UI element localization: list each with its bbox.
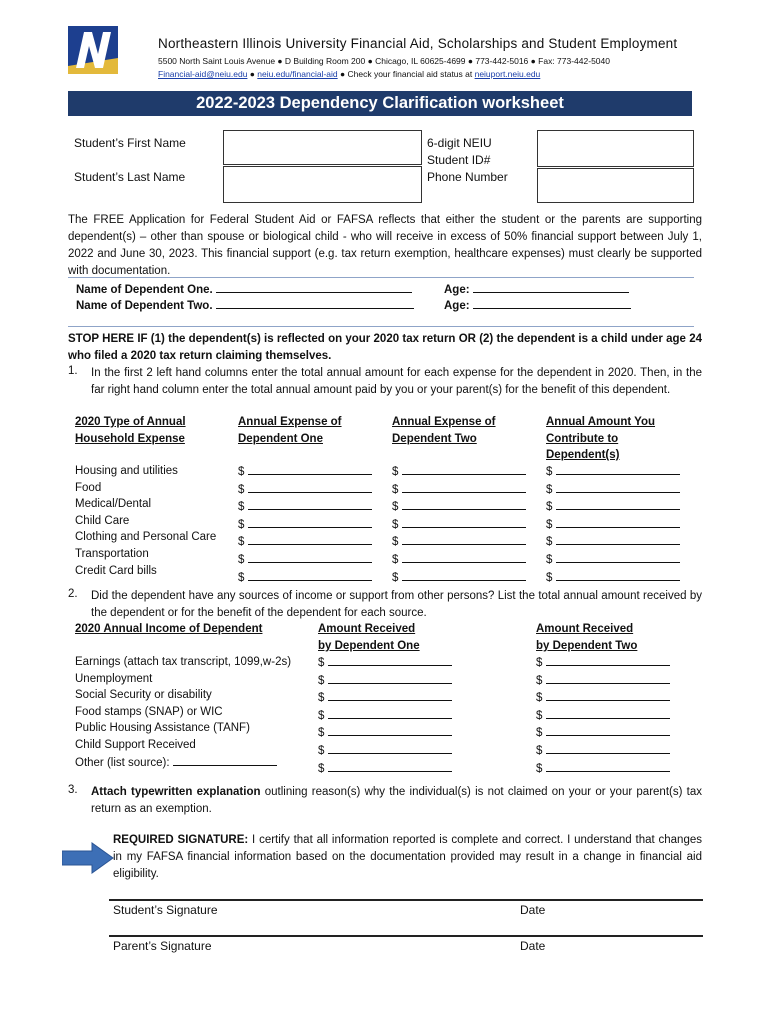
age-label: Age: xyxy=(444,284,470,296)
section-2-text: Did the dependent have any sources of income or support from other persons? List the total annual amount received by the dependent or for the benefit of the dependent for each source. xyxy=(91,590,702,619)
phone-field[interactable] xyxy=(537,168,694,203)
amount-field[interactable] xyxy=(248,551,372,563)
neiu-id-label-2: Student ID# xyxy=(427,153,491,167)
section-3-text: Attach typewritten explanation outlining reason(s) why the individual(s) is not claimed on your or your parent(s) tax return as an exemption. xyxy=(91,786,702,815)
expense-row-label: Housing and utilities xyxy=(75,465,178,477)
amount-field[interactable] xyxy=(546,742,670,754)
contact-line xyxy=(158,69,540,79)
separator: ● xyxy=(247,69,258,79)
dependent-one-label: Name of Dependent One. xyxy=(76,284,213,296)
dependent-two-expense-header: Annual Expense of Dependent Two xyxy=(392,416,496,445)
arrow-icon xyxy=(62,842,114,874)
email-link[interactable]: Financial-aid@neiu.edu xyxy=(158,69,248,79)
status-text: ● Check your financial aid status at xyxy=(337,69,475,79)
amount-field[interactable] xyxy=(402,498,526,510)
amount-field[interactable] xyxy=(546,654,670,666)
student-id-field[interactable] xyxy=(537,130,694,167)
dependent-two-age-row xyxy=(444,297,631,312)
income-source-header: 2020 Annual Income of Dependent xyxy=(75,623,263,635)
amount-field[interactable] xyxy=(546,672,670,684)
amount-field[interactable] xyxy=(248,498,372,510)
amount-field[interactable] xyxy=(556,516,680,528)
first-name-label: Student’s First Name xyxy=(74,136,186,150)
income-row-label: Child Support Received xyxy=(75,738,196,751)
stop-notice: STOP HERE IF (1) the dependent(s) is reflected on your 2020 tax return OR (2) the dependent is a child under age 24 who filed a 2020 tax return claiming themselves. xyxy=(68,333,702,362)
dependent-two-label: Name of Dependent Two. xyxy=(76,300,213,312)
contribution-fields: $ $ $ $ $ $ $ xyxy=(546,463,680,586)
last-name-label: Student’s Last Name xyxy=(74,170,186,184)
amount-field[interactable] xyxy=(328,689,452,701)
dependent-one-expense-header: Annual Expense of Dependent One xyxy=(238,416,342,445)
amount-field[interactable] xyxy=(248,463,372,475)
age-label: Age: xyxy=(444,300,470,312)
amount-field[interactable] xyxy=(248,481,372,493)
dependent-two-income-header: Amount Received by Dependent Two xyxy=(536,623,638,652)
parent-signature-label: Parent’s Signature xyxy=(113,939,212,953)
amount-field[interactable] xyxy=(328,742,452,754)
amount-field[interactable] xyxy=(328,672,452,684)
amount-field[interactable] xyxy=(556,569,680,581)
parent-signature-line[interactable] xyxy=(109,935,703,937)
section-1-text: In the first 2 left hand columns enter the total annual amount for each expense for the dependent in 2020. Then, in the far right hand column enter the total annual amount paid by you or your parent(s) for the benefit of this dependent. xyxy=(91,367,702,396)
neiu-id-label: 6-digit NEIU xyxy=(427,136,492,150)
dependent-one-name-field[interactable] xyxy=(216,281,412,293)
divider xyxy=(68,326,694,327)
org-name: Northeastern Illinois University Financial Aid, Scholarships and Student Employment xyxy=(158,36,678,51)
worksheet-title: 2022-2023 Dependency Clarification worksheet xyxy=(68,91,692,116)
amount-field[interactable] xyxy=(402,516,526,528)
dependent-one-income-header: Amount Received by Dependent One xyxy=(318,623,420,652)
neiu-logo xyxy=(64,22,122,78)
address-line: 5500 North Saint Louis Avenue ● D Building Room 200 ● Chicago, IL 60625-4699 ● 773-442-5016 ● Fax: 773-442-5040 xyxy=(158,56,610,66)
expense-row-label: Child Care xyxy=(75,514,130,527)
dependent-one-expense-fields: $ $ $ $ $ $ $ xyxy=(238,463,372,586)
income-row-label: Unemployment xyxy=(75,672,153,685)
dependent-one-income-fields: $ $ $ $ $ $ $ xyxy=(318,654,452,777)
amount-field[interactable] xyxy=(556,481,680,493)
dependent-two-name-field[interactable] xyxy=(216,297,414,309)
amount-field[interactable] xyxy=(556,533,680,545)
amount-field[interactable] xyxy=(328,654,452,666)
other-source-field[interactable] xyxy=(173,754,277,766)
amount-field[interactable] xyxy=(248,533,372,545)
amount-field[interactable] xyxy=(402,533,526,545)
dependent-two-age-field[interactable] xyxy=(473,297,631,309)
expense-row-label: Credit Card bills xyxy=(75,564,157,577)
divider xyxy=(68,277,694,278)
expense-row-label: Medical/Dental xyxy=(75,498,152,511)
income-row-label: Other (list source): xyxy=(75,754,291,772)
first-name-field[interactable] xyxy=(223,130,422,165)
student-signature-line[interactable] xyxy=(109,899,703,901)
amount-field[interactable] xyxy=(248,569,372,581)
amount-field[interactable] xyxy=(402,551,526,563)
income-row-label: Public Housing Assistance (TANF) xyxy=(75,722,250,735)
section-1-number: 1. xyxy=(68,365,78,377)
amount-field[interactable] xyxy=(556,551,680,563)
website-link[interactable]: neiu.edu/financial-aid xyxy=(257,69,338,79)
dependent-two-row xyxy=(76,297,414,312)
intro-paragraph: The FREE Application for Federal Student Aid or FAFSA reflects that either the student or the parents are supporting dependent(s) – other than spouse or biological child - who will receive in excess of 50% financial support between July 1, 2022 and June 30, 2023. This financial support (e.g. tax return exemption, healthcare expenses) must clearly be supported with documentation. xyxy=(68,214,702,277)
section-2-number: 2. xyxy=(68,588,78,600)
expense-type-header: 2020 Type of Annual Household Expense xyxy=(75,416,186,445)
amount-field[interactable] xyxy=(546,707,670,719)
dependent-two-income-fields: $ $ $ $ $ $ $ xyxy=(536,654,670,777)
amount-field[interactable] xyxy=(248,516,372,528)
income-row-label: Social Security or disability xyxy=(75,689,212,702)
amount-field[interactable] xyxy=(402,463,526,475)
amount-field[interactable] xyxy=(328,760,452,772)
dependent-one-age-field[interactable] xyxy=(473,281,629,293)
section-3-number: 3. xyxy=(68,784,78,796)
expense-row-label: Clothing and Personal Care xyxy=(75,531,217,544)
amount-field[interactable] xyxy=(556,498,680,510)
dependent-one-row xyxy=(76,281,412,296)
portal-link[interactable]: neiuport.neiu.edu xyxy=(474,69,541,79)
amount-field[interactable] xyxy=(328,724,452,736)
expense-row-label: Transportation xyxy=(75,547,149,560)
amount-field[interactable] xyxy=(402,481,526,493)
dependent-one-age-row xyxy=(444,281,629,296)
income-row-label: Food stamps (SNAP) or WIC xyxy=(75,705,223,718)
amount-field[interactable] xyxy=(546,760,670,772)
income-row-label: Earnings (attach tax transcript, 1099,w-2s) xyxy=(75,656,292,668)
amount-field[interactable] xyxy=(546,724,670,736)
amount-field[interactable] xyxy=(556,463,680,475)
expense-row-label: Food xyxy=(75,481,102,494)
amount-field[interactable] xyxy=(328,707,452,719)
income-rows xyxy=(75,654,291,771)
amount-field[interactable] xyxy=(402,569,526,581)
amount-field[interactable] xyxy=(546,689,670,701)
parent-date-label: Date xyxy=(520,939,546,953)
student-date-label: Date xyxy=(520,903,546,917)
contribution-header: Annual Amount You Contribute to Dependent(s) xyxy=(546,416,656,462)
dependent-two-expense-fields: $ $ $ $ $ $ $ xyxy=(392,463,526,586)
required-signature-statement: REQUIRED SIGNATURE: I certify that all information reported is complete and correct. I understand that changes in my FAFSA financial information based on the documentation provided may result in a change in financial aid eligibility. xyxy=(113,834,702,880)
student-signature-label: Student’s Signature xyxy=(113,903,218,917)
last-name-field[interactable] xyxy=(223,166,422,203)
phone-label: Phone Number xyxy=(427,170,508,184)
expense-rows xyxy=(75,463,216,579)
